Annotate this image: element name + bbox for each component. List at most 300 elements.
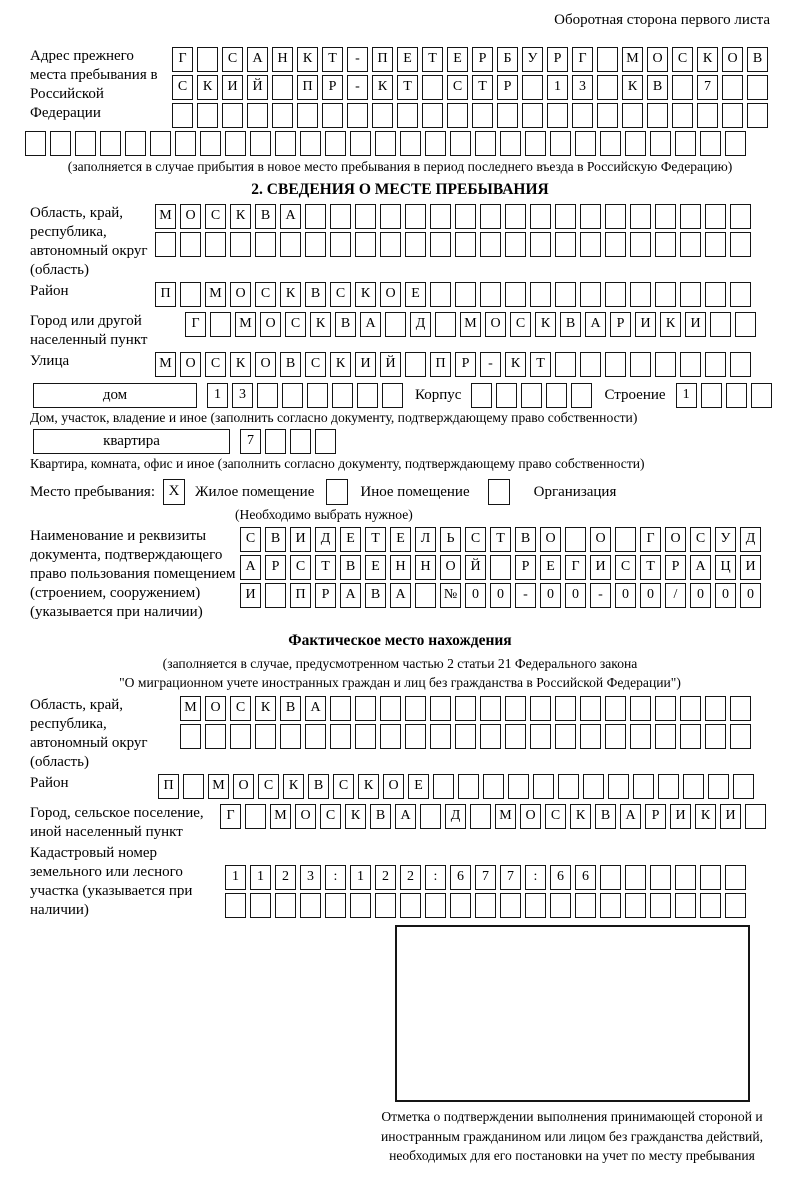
char-box — [680, 696, 701, 721]
char-box: А — [280, 204, 301, 229]
char-box: О — [295, 804, 316, 829]
stroenie-boxes — [676, 383, 776, 408]
char-box — [300, 131, 321, 156]
char-box — [700, 893, 721, 918]
char-box: О — [722, 47, 743, 72]
char-box — [382, 383, 403, 408]
char-box: С — [240, 527, 261, 552]
char-box: К — [697, 47, 718, 72]
char-box — [730, 232, 751, 257]
char-box: / — [665, 583, 686, 608]
char-box: : — [525, 865, 546, 890]
char-box — [730, 724, 751, 749]
char-box — [630, 232, 651, 257]
char-box — [550, 893, 571, 918]
char-box: 3 — [572, 75, 593, 100]
char-box — [530, 232, 551, 257]
char-box — [355, 724, 376, 749]
char-box — [475, 893, 496, 918]
char-box — [580, 724, 601, 749]
char-box: 2 — [400, 865, 421, 890]
char-box: 6 — [450, 865, 471, 890]
char-box — [605, 724, 626, 749]
char-box: А — [690, 555, 711, 580]
char-box: Д — [740, 527, 761, 552]
char-box — [597, 47, 618, 72]
char-box: М — [208, 774, 229, 799]
section2-title: 2. СВЕДЕНИЯ О МЕСТЕ ПРЕБЫВАНИЯ — [251, 181, 549, 198]
char-row — [240, 555, 800, 580]
stroenie-label: Строение — [604, 387, 666, 403]
char-box — [675, 893, 696, 918]
char-box — [350, 893, 371, 918]
char-box — [375, 893, 396, 918]
fact-oblast-label: Область, край, республика, автономный округ (область) — [30, 697, 148, 770]
char-box: 0 — [740, 583, 761, 608]
char-box — [180, 232, 201, 257]
char-box: В — [365, 583, 386, 608]
checkbox-other-premises[interactable] — [326, 479, 348, 505]
char-box — [305, 204, 326, 229]
char-box: Р — [455, 352, 476, 377]
char-box — [655, 232, 676, 257]
fact-city-label: Город, сельское поселение, иной населенный пункт — [30, 805, 204, 840]
char-box — [496, 383, 517, 408]
char-box — [455, 232, 476, 257]
char-box — [625, 865, 646, 890]
char-box — [480, 282, 501, 307]
char-box — [558, 774, 579, 799]
char-box: О — [383, 774, 404, 799]
char-box: С — [510, 312, 531, 337]
char-box — [455, 282, 476, 307]
char-box: К — [535, 312, 556, 337]
char-box — [305, 232, 326, 257]
char-box — [730, 352, 751, 377]
char-box — [725, 893, 746, 918]
char-box — [683, 774, 704, 799]
char-box — [555, 724, 576, 749]
option-dwelling-label: Жилое помещение — [195, 483, 315, 500]
char-box: В — [308, 774, 329, 799]
char-box: С — [255, 282, 276, 307]
char-box — [155, 232, 176, 257]
char-box — [751, 383, 772, 408]
char-box: Т — [640, 555, 661, 580]
char-box: И — [240, 583, 261, 608]
char-box: Л — [415, 527, 436, 552]
char-box: К — [622, 75, 643, 100]
char-box — [622, 103, 643, 128]
char-box: - — [515, 583, 536, 608]
char-box — [330, 696, 351, 721]
char-box — [597, 103, 618, 128]
char-box — [580, 232, 601, 257]
char-box — [350, 131, 371, 156]
char-box: В — [255, 204, 276, 229]
char-box — [433, 774, 454, 799]
char-box — [180, 724, 201, 749]
char-box: Г — [572, 47, 593, 72]
char-box — [471, 383, 492, 408]
char-box: Т — [397, 75, 418, 100]
prev-address-rows — [172, 47, 800, 131]
char-box — [655, 352, 676, 377]
char-box — [472, 103, 493, 128]
char-box: Т — [322, 47, 343, 72]
char-box: С — [258, 774, 279, 799]
field-rayon — [0, 282, 800, 310]
char-box — [615, 527, 636, 552]
char-box — [430, 204, 451, 229]
char-box: П — [297, 75, 318, 100]
char-box — [655, 696, 676, 721]
char-box: 0 — [715, 583, 736, 608]
char-box: О — [230, 282, 251, 307]
char-row — [240, 527, 800, 552]
char-box — [322, 103, 343, 128]
char-box: В — [340, 555, 361, 580]
char-box: Г — [220, 804, 241, 829]
char-box — [480, 696, 501, 721]
char-box: В — [647, 75, 668, 100]
char-row — [155, 204, 800, 229]
char-box — [430, 696, 451, 721]
char-box — [425, 893, 446, 918]
checkbox-organization[interactable] — [488, 479, 510, 505]
char-box — [230, 232, 251, 257]
char-box — [580, 204, 601, 229]
char-box — [75, 131, 96, 156]
char-box — [422, 75, 443, 100]
char-box: - — [590, 583, 611, 608]
char-box: К — [695, 804, 716, 829]
char-box — [430, 724, 451, 749]
char-box: А — [390, 583, 411, 608]
char-box: М — [495, 804, 516, 829]
char-box — [735, 312, 756, 337]
char-box — [275, 893, 296, 918]
char-box: Р — [265, 555, 286, 580]
char-box — [605, 232, 626, 257]
char-box — [605, 352, 626, 377]
char-box: К — [230, 204, 251, 229]
char-box — [300, 893, 321, 918]
char-box: О — [647, 47, 668, 72]
char-box — [180, 282, 201, 307]
char-box — [397, 103, 418, 128]
char-box: Р — [665, 555, 686, 580]
char-box: Т — [365, 527, 386, 552]
char-box — [730, 282, 751, 307]
char-box — [455, 204, 476, 229]
char-box — [230, 724, 251, 749]
char-box: У — [522, 47, 543, 72]
char-box: Д — [410, 312, 431, 337]
char-box — [420, 804, 441, 829]
char-box — [555, 696, 576, 721]
char-box — [521, 383, 542, 408]
char-box: 7 — [697, 75, 718, 100]
char-box: М — [155, 352, 176, 377]
char-box — [255, 724, 276, 749]
char-box: К — [283, 774, 304, 799]
char-box — [175, 131, 196, 156]
char-box — [255, 232, 276, 257]
char-box: М — [205, 282, 226, 307]
char-box — [25, 131, 46, 156]
kadastr-label: Кадастровый номер земельного или лесного участка (указывается при наличии) — [30, 845, 193, 918]
char-box: И — [720, 804, 741, 829]
char-box — [530, 282, 551, 307]
char-box — [680, 724, 701, 749]
char-box: Р — [322, 75, 343, 100]
char-box: 1 — [207, 383, 228, 408]
fact-note-line2: "О миграционном учете иностранных граждан и лиц без гражданства в Российской Федерации") — [119, 675, 681, 690]
char-box: М — [180, 696, 201, 721]
char-box — [125, 131, 146, 156]
char-box — [172, 103, 193, 128]
char-box — [525, 893, 546, 918]
char-box — [730, 204, 751, 229]
char-box — [555, 352, 576, 377]
char-box: А — [360, 312, 381, 337]
char-box — [726, 383, 747, 408]
char-box: № — [440, 583, 461, 608]
stay-type-row — [0, 479, 800, 505]
char-box: С — [222, 47, 243, 72]
char-box — [197, 47, 218, 72]
char-box — [580, 352, 601, 377]
char-box: Г — [565, 555, 586, 580]
char-box: И — [635, 312, 656, 337]
char-box: - — [347, 47, 368, 72]
field-document — [0, 527, 800, 622]
option-other-premises-label: Иное помещение — [360, 483, 470, 500]
char-box: У — [715, 527, 736, 552]
char-box: И — [222, 75, 243, 100]
char-box: П — [290, 583, 311, 608]
char-box: Р — [515, 555, 536, 580]
char-box: С — [205, 352, 226, 377]
char-box: А — [620, 804, 641, 829]
char-box — [307, 383, 328, 408]
char-box — [722, 75, 743, 100]
char-box — [355, 696, 376, 721]
char-box: - — [347, 75, 368, 100]
char-box: С — [285, 312, 306, 337]
char-box: 0 — [490, 583, 511, 608]
char-box — [282, 383, 303, 408]
char-box: В — [265, 527, 286, 552]
char-box — [583, 774, 604, 799]
char-row — [220, 804, 800, 829]
korpus-label: Корпус — [415, 387, 462, 403]
char-box: Н — [272, 47, 293, 72]
char-box — [630, 724, 651, 749]
char-box: Й — [247, 75, 268, 100]
char-box — [708, 774, 729, 799]
char-box: П — [372, 47, 393, 72]
char-box — [550, 131, 571, 156]
char-box — [50, 131, 71, 156]
char-box — [272, 75, 293, 100]
char-row — [155, 282, 800, 307]
char-box — [430, 232, 451, 257]
char-box: О — [380, 282, 401, 307]
char-box: 7 — [500, 865, 521, 890]
char-box — [250, 893, 271, 918]
char-box — [647, 103, 668, 128]
char-box — [705, 724, 726, 749]
char-box — [697, 103, 718, 128]
char-box: В — [280, 696, 301, 721]
char-box: О — [665, 527, 686, 552]
char-box — [225, 131, 246, 156]
char-box — [480, 204, 501, 229]
char-box — [197, 103, 218, 128]
char-box — [245, 804, 266, 829]
char-box — [530, 724, 551, 749]
char-box — [500, 131, 521, 156]
field-oblast — [0, 204, 800, 280]
char-box: К — [345, 804, 366, 829]
house-type-box: дом — [33, 383, 197, 408]
char-box — [455, 724, 476, 749]
char-box: А — [247, 47, 268, 72]
char-box: 3 — [232, 383, 253, 408]
char-box: К — [230, 352, 251, 377]
char-box — [415, 583, 436, 608]
char-box: Г — [640, 527, 661, 552]
char-box — [630, 352, 651, 377]
char-box — [522, 103, 543, 128]
char-row — [180, 696, 800, 721]
char-box — [625, 893, 646, 918]
char-box — [205, 724, 226, 749]
document-label: Наименование и реквизиты документа, подтверждающего право пользования помещением (строением, сооружением) (указывается при наличии) — [30, 528, 236, 620]
char-box: Е — [390, 527, 411, 552]
checkbox-dwelling[interactable]: X — [163, 479, 185, 505]
char-box: К — [310, 312, 331, 337]
char-box — [400, 131, 421, 156]
char-box: Д — [315, 527, 336, 552]
char-box: О — [520, 804, 541, 829]
char-box — [500, 893, 521, 918]
char-box: 3 — [300, 865, 321, 890]
char-box — [250, 131, 271, 156]
char-box — [705, 696, 726, 721]
korpus-boxes — [471, 383, 596, 408]
char-box — [372, 103, 393, 128]
char-box: М — [155, 204, 176, 229]
char-box: Т — [530, 352, 551, 377]
char-box — [380, 232, 401, 257]
char-box: Р — [610, 312, 631, 337]
char-box — [508, 774, 529, 799]
char-box: 0 — [690, 583, 711, 608]
char-box — [450, 893, 471, 918]
char-box — [455, 696, 476, 721]
char-box — [747, 103, 768, 128]
char-box: 2 — [275, 865, 296, 890]
char-box: П — [158, 774, 179, 799]
char-box — [600, 131, 621, 156]
char-box: А — [340, 583, 361, 608]
char-box — [625, 131, 646, 156]
char-box — [405, 696, 426, 721]
char-box — [547, 103, 568, 128]
char-box — [330, 232, 351, 257]
char-box — [655, 724, 676, 749]
char-box — [505, 696, 526, 721]
char-box: О — [180, 352, 201, 377]
stay-note: (Необходимо выбрать нужное) — [235, 507, 413, 522]
char-box — [400, 893, 421, 918]
char-box: : — [325, 865, 346, 890]
char-box: Т — [472, 75, 493, 100]
char-box — [725, 131, 746, 156]
char-box: К — [297, 47, 318, 72]
char-box: 6 — [575, 865, 596, 890]
field-kadastr — [0, 844, 800, 921]
char-box: В — [747, 47, 768, 72]
page-header-note: Оборотная сторона первого листа — [554, 12, 770, 28]
char-box: Й — [380, 352, 401, 377]
char-box — [650, 893, 671, 918]
char-row — [172, 103, 800, 128]
char-box: С — [205, 204, 226, 229]
char-box: 6 — [550, 865, 571, 890]
char-box — [700, 131, 721, 156]
char-box: Т — [422, 47, 443, 72]
char-box — [530, 204, 551, 229]
fact-rayon-label: Район — [30, 775, 69, 791]
char-row — [172, 75, 800, 100]
char-box: С — [333, 774, 354, 799]
char-box: С — [230, 696, 251, 721]
char-box — [658, 774, 679, 799]
char-box — [355, 204, 376, 229]
char-box: Н — [415, 555, 436, 580]
char-box — [575, 131, 596, 156]
char-box: О — [440, 555, 461, 580]
char-box: Р — [547, 47, 568, 72]
char-box: К — [358, 774, 379, 799]
char-box: Е — [408, 774, 429, 799]
char-box — [355, 232, 376, 257]
char-box — [633, 774, 654, 799]
char-row — [155, 352, 800, 377]
char-box — [605, 282, 626, 307]
char-box — [608, 774, 629, 799]
char-box — [325, 893, 346, 918]
char-box — [447, 103, 468, 128]
char-box: В — [595, 804, 616, 829]
char-box — [725, 865, 746, 890]
char-box: М — [622, 47, 643, 72]
char-box — [470, 804, 491, 829]
char-box: 2 — [375, 865, 396, 890]
char-box: К — [505, 352, 526, 377]
char-box: Р — [472, 47, 493, 72]
char-box: Е — [365, 555, 386, 580]
char-box: С — [545, 804, 566, 829]
city-label: Город или другой населенный пункт — [30, 313, 148, 348]
char-box: А — [240, 555, 261, 580]
field-street — [0, 352, 800, 380]
char-box — [580, 696, 601, 721]
